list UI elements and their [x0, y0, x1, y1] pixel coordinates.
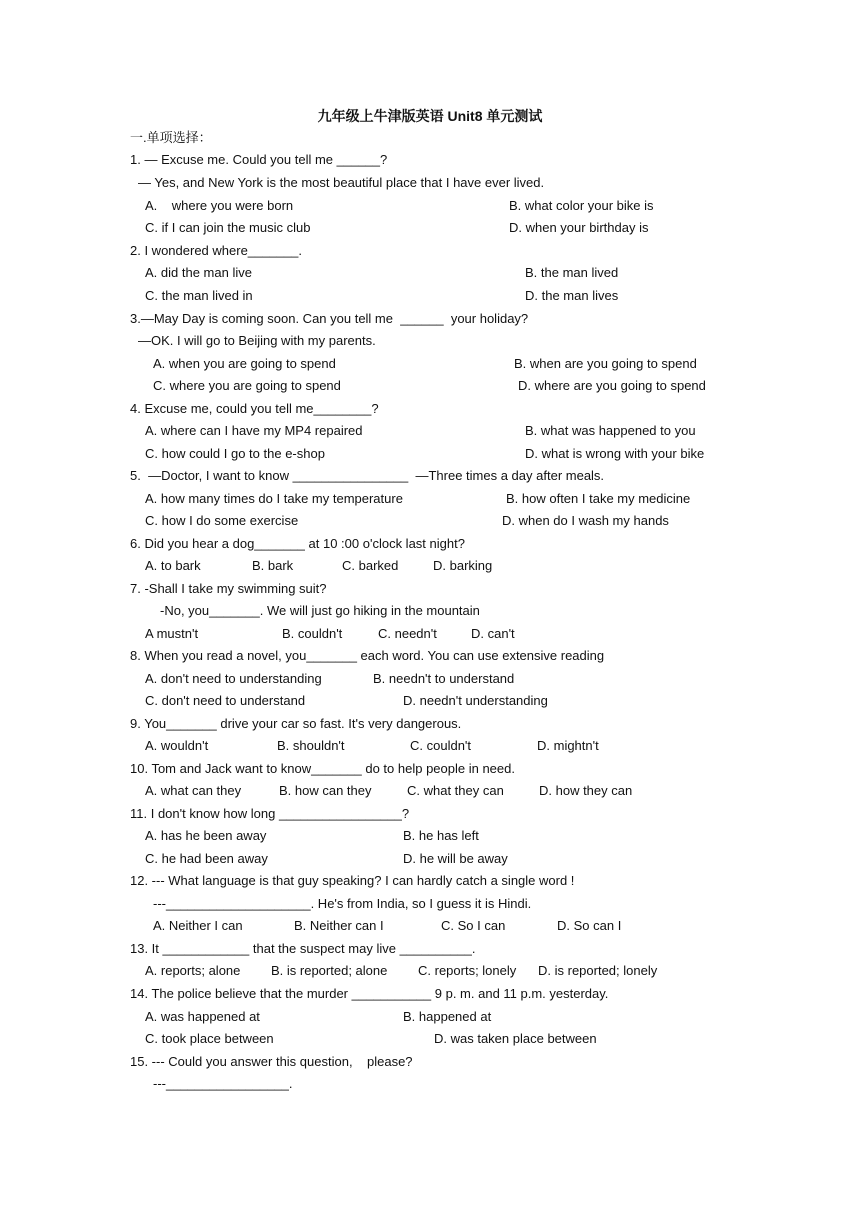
question-1-stem: 1. — Excuse me. Could you tell me ______?: [130, 152, 388, 167]
question-3-option-d: D. where are you going to spend: [518, 378, 706, 393]
question-6-option-c: C. barked: [342, 558, 399, 573]
question-14-option-b: B. happened at: [403, 1009, 492, 1024]
question-14-option-c: C. took place between: [145, 1031, 274, 1046]
question-12-option-d: D. So can I: [557, 918, 622, 933]
question-6-option-a: A. to bark: [145, 558, 201, 573]
document-title: 九年级上牛津版英语 Unit8 单元测试: [317, 108, 543, 124]
question-7-option-d: D. can't: [471, 626, 515, 641]
question-10-option-d: D. how they can: [539, 783, 633, 798]
question-2-option-a: A. did the man live: [145, 265, 252, 280]
question-1-option-c: C. if I can join the music club: [145, 220, 311, 235]
question-7-option-b: B. couldn't: [282, 626, 343, 641]
question-6-stem: 6. Did you hear a dog_______ at 10 :00 o'clock last night?: [130, 536, 465, 551]
question-12-option-c: C. So I can: [441, 918, 506, 933]
question-5-option-d: D. when do I wash my hands: [502, 513, 669, 528]
question-4-option-b: B. what was happened to you: [525, 423, 696, 438]
question-4-option-c: C. how could I go to the e-shop: [145, 446, 325, 461]
question-2-option-c: C. the man lived in: [145, 288, 253, 303]
question-8-option-c: C. don't need to understand: [145, 693, 306, 708]
question-12-option-b: B. Neither can I: [294, 918, 384, 933]
question-9-option-d: D. mightn't: [537, 738, 599, 753]
question-3-option-a: A. when you are going to spend: [153, 356, 336, 371]
question-12-reply: ---____________________. He's from India, so I guess it is Hindi.: [153, 896, 532, 911]
question-10-option-c: C. what they can: [407, 783, 504, 798]
question-13-option-c: C. reports; lonely: [418, 963, 517, 978]
question-8-option-a: A. don't need to understanding: [145, 671, 322, 686]
question-3-option-c: C. where you are going to spend: [153, 378, 341, 393]
question-7-option-c: C. needn't: [378, 626, 437, 641]
question-4-option-d: D. what is wrong with your bike: [525, 446, 705, 461]
question-1-option-d: D. when your birthday is: [509, 220, 649, 235]
question-9-option-c: C. couldn't: [410, 738, 472, 753]
section-heading: 一.单项选择：: [130, 130, 212, 145]
question-3-reply: —OK. I will go to Beijing with my parents.: [138, 333, 376, 348]
question-10-stem: 10. Tom and Jack want to know_______ do to help people in need.: [130, 761, 515, 776]
question-9-option-b: B. shouldn't: [277, 738, 345, 753]
question-11-option-b: B. he has left: [403, 828, 479, 843]
question-8-option-d: D. needn't understanding: [403, 693, 548, 708]
question-5-option-b: B. how often I take my medicine: [506, 491, 691, 506]
question-4-stem: 4. Excuse me, could you tell me________?: [130, 401, 379, 416]
question-3-option-b: B. when are you going to spend: [514, 356, 697, 371]
question-13-option-a: A. reports; alone: [145, 963, 241, 978]
question-7-stem: 7. -Shall I take my swimming suit?: [130, 581, 327, 596]
question-15-reply: ---_________________.: [153, 1076, 293, 1091]
question-14-stem: 14. The police believe that the murder ___________ 9 p. m. and 11 p.m. yesterday.: [130, 986, 609, 1001]
question-6-option-d: D. barking: [433, 558, 493, 573]
question-15-stem: 15. --- Could you answer this question, please?: [130, 1054, 413, 1069]
question-14-option-a: A. was happened at: [145, 1009, 260, 1024]
question-5-stem: 5. —Doctor, I want to know ________________ —Three times a day after meals.: [130, 468, 605, 483]
question-10-option-a: A. what can they: [145, 783, 242, 798]
question-6-option-b: B. bark: [252, 558, 294, 573]
question-13-option-b: B. is reported; alone: [271, 963, 388, 978]
question-7-reply: -No, you_______. We will just go hiking in the mountain: [160, 603, 480, 618]
question-1-reply: — Yes, and New York is the most beautiful place that I have ever lived.: [138, 175, 545, 190]
question-4-option-a: A. where can I have my MP4 repaired: [145, 423, 363, 438]
question-14-option-d: D. was taken place between: [434, 1031, 597, 1046]
question-11-option-a: A. has he been away: [145, 828, 267, 843]
question-10-option-b: B. how can they: [279, 783, 372, 798]
question-2-option-b: B. the man lived: [525, 265, 619, 280]
question-1-option-b: B. what color your bike is: [509, 198, 654, 213]
question-12-option-a: A. Neither I can: [153, 918, 243, 933]
question-9-option-a: A. wouldn't: [145, 738, 209, 753]
question-11-option-c: C. he had been away: [145, 851, 268, 866]
question-13-option-d: D. is reported; lonely: [538, 963, 658, 978]
question-9-stem: 9. You_______ drive your car so fast. It's very dangerous.: [130, 716, 462, 731]
question-5-option-a: A. how many times do I take my temperature: [145, 491, 403, 506]
question-11-stem: 11. I don't know how long _________________?: [130, 806, 410, 821]
question-8-stem: 8. When you read a novel, you_______ each word. You can use extensive reading: [130, 648, 605, 663]
question-8-option-b: B. needn't to understand: [373, 671, 515, 686]
question-13-stem: 13. It ____________ that the suspect may live __________.: [130, 941, 476, 956]
question-11-option-d: D. he will be away: [403, 851, 508, 866]
question-5-option-c: C. how I do some exercise: [145, 513, 299, 528]
question-12-stem: 12. --- What language is that guy speaking? I can hardly catch a single word !: [130, 873, 575, 888]
question-1-option-a: A. where you were born: [145, 198, 294, 213]
question-2-stem: 2. I wondered where_______.: [130, 243, 303, 258]
question-3-stem: 3.—May Day is coming soon. Can you tell me ______ your holiday?: [130, 311, 529, 326]
question-7-option-a: A mustn't: [145, 626, 199, 641]
question-2-option-d: D. the man lives: [525, 288, 619, 303]
